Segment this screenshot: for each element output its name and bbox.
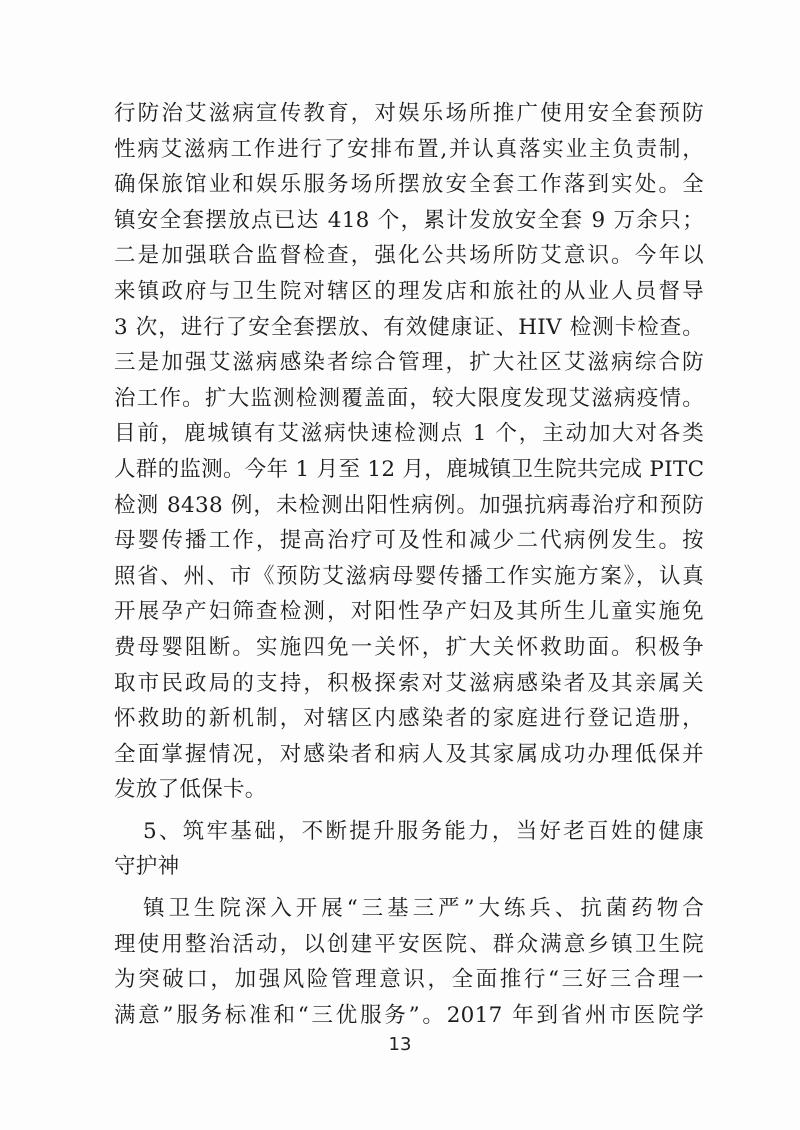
text-line: 照省、州、市《预防艾滋病母婴传播工作实施方案》，认真 — [114, 563, 704, 589]
text-line: 二是加强联合监督检查，强化公共场所防艾意识。今年以 — [114, 243, 704, 269]
text-line: 镇安全套摆放点已达 418 个，累计发放安全套 9 万余只； — [114, 207, 704, 233]
text-line: 性病艾滋病工作进行了安排布置,并认真落实业主负责制， — [114, 136, 704, 162]
text-line: 满意”服务标准和“三优服务”。2017 年到省州市医院学 — [114, 1002, 704, 1028]
text-line: 理使用整治活动，以创建平安医院、群众满意乡镇卫生院 — [114, 931, 704, 957]
text-line: 全面掌握情况，对感染者和病人及其家属成功办理低保并 — [114, 741, 704, 767]
text-line: 目前，鹿城镇有艾滋病快速检测点 1 个，主动加大对各类 — [114, 421, 704, 447]
text-line: 发放了低保卡。 — [114, 777, 267, 803]
text-line: 人群的监测。今年 1 月至 12 月，鹿城镇卫生院共完成 PITC — [114, 456, 705, 482]
text-line: 镇卫生院深入开展“三基三严”大练兵、抗菌药物合 — [143, 896, 704, 922]
heading-line: 5、筑牢基础，不断提升服务能力，当好老百姓的健康 — [143, 818, 704, 844]
page-number: 13 — [388, 1034, 412, 1055]
text-line: 3 次，进行了安全套摆放、有效健康证、HIV 检测卡检查。 — [114, 314, 704, 340]
text-line: 治工作。扩大监测检测覆盖面，较大限度发现艾滋病疫情。 — [114, 385, 704, 411]
heading-line: 守护神 — [114, 854, 180, 880]
text-line: 确保旅馆业和娱乐服务场所摆放安全套工作落到实处。全 — [114, 172, 704, 198]
text-line: 来镇政府与卫生院对辖区的理发店和旅社的从业人员督导 — [114, 278, 704, 304]
text-line: 检测 8438 例，未检测出阳性病例。加强抗病毒治疗和预防 — [114, 492, 704, 518]
text-line: 费母婴阻断。实施四免一关怀，扩大关怀救助面。积极争 — [114, 634, 704, 660]
text-line: 开展孕产妇筛查检测，对阳性孕产妇及其所生儿童实施免 — [114, 599, 704, 625]
text-line: 母婴传播工作，提高治疗可及性和减少二代病例发生。按 — [114, 528, 704, 554]
paragraph-2 — [114, 891, 704, 1033]
text-line: 怀救助的新机制，对辖区内感染者的家庭进行登记造册， — [114, 706, 704, 732]
paragraph-1 — [114, 96, 704, 808]
text-line: 行防治艾滋病宣传教育，对娱乐场所推广使用安全套预防 — [114, 101, 704, 126]
text-line: 取市民政局的支持，积极探索对艾滋病感染者及其亲属关 — [114, 670, 704, 696]
section-heading — [114, 814, 704, 885]
text-line: 为突破口，加强风险管理意识，全面推行“三好三合理一 — [114, 967, 704, 993]
body-text — [114, 96, 704, 1033]
text-line: 三是加强艾滋病感染者综合管理，扩大社区艾滋病综合防 — [114, 350, 704, 376]
